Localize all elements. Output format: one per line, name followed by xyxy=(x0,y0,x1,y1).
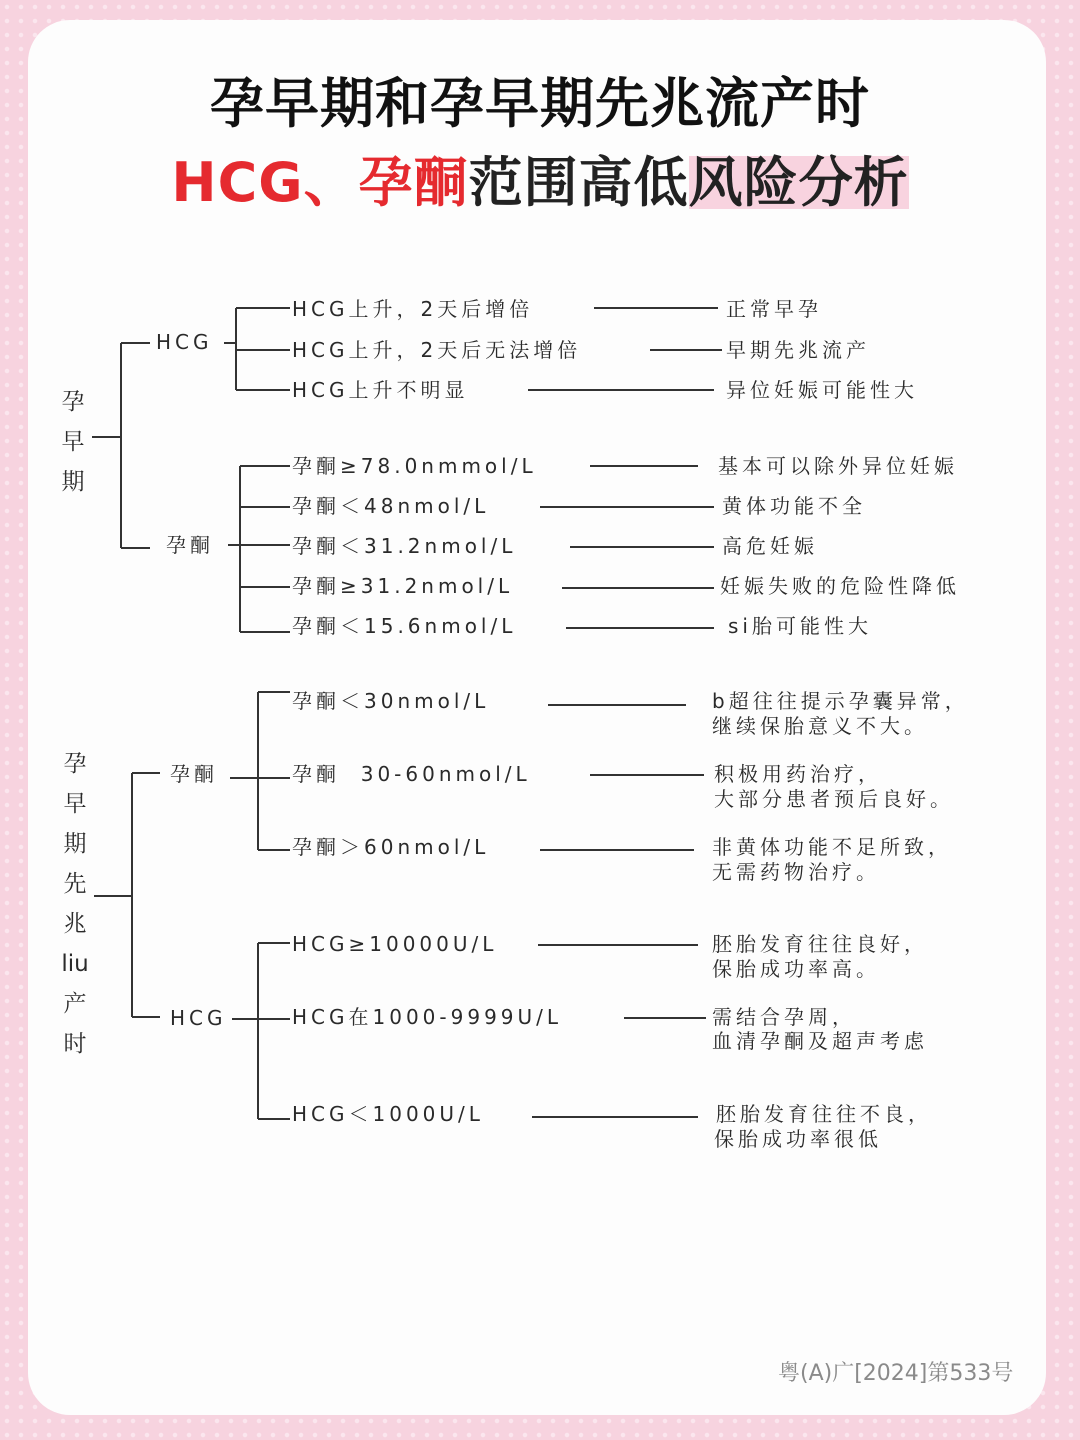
page-title: 孕早期和孕早期先兆流产时 xyxy=(210,72,870,135)
section2-root-char: 时 xyxy=(63,1031,87,1057)
section2-root-char: 早 xyxy=(63,791,87,817)
section2-root-label xyxy=(60,744,90,1064)
condition-text: 孕酮＜15.6nmol/L xyxy=(292,614,517,638)
result-text: 大部分患者预后良好。 xyxy=(714,787,954,811)
result-text: 异位妊娠可能性大 xyxy=(726,378,918,402)
condition-text: 孕酮≥31.2nmol/L xyxy=(292,574,514,598)
result-text: 无需药物治疗。 xyxy=(712,860,880,884)
section1-root-char: 早 xyxy=(61,429,85,455)
result-text: 胚胎发育往往良好， xyxy=(712,932,928,956)
condition-text: 孕酮＞60nmol/L xyxy=(292,835,490,859)
condition-text: HCG上升不明显 xyxy=(292,378,469,402)
condition-text: HCG＜1000U/L xyxy=(292,1102,484,1126)
section2-hcg-label: HCG xyxy=(170,1006,227,1030)
result-text: 需结合孕周， xyxy=(712,1005,856,1029)
section2-root-char: liu xyxy=(61,951,89,977)
condition-text: HCG≥10000U/L xyxy=(292,932,498,956)
section2-progesterone-label: 孕酮 xyxy=(170,762,218,786)
condition-text: 孕酮＜30nmol/L xyxy=(292,689,490,713)
result-text: si胎可能性大 xyxy=(728,614,872,638)
result-text: 继续保胎意义不大。 xyxy=(712,714,928,738)
result-text: 正常早孕 xyxy=(726,297,822,321)
result-text: 基本可以除外异位妊娠 xyxy=(718,454,958,478)
subtitle-red-part: HCG、孕酮 xyxy=(171,151,469,214)
section2-root-char: 兆 xyxy=(63,911,87,937)
condition-text: 孕酮 30-60nmol/L xyxy=(292,762,531,786)
section1-hcg-label: HCG xyxy=(156,330,213,354)
result-text: 黄体功能不全 xyxy=(722,494,866,518)
result-text: 高危妊娠 xyxy=(722,534,818,558)
subtitle-highlight-part: 风险分析 xyxy=(688,151,909,214)
section1-root-char: 期 xyxy=(61,469,85,495)
condition-text: 孕酮≥78.0nmmol/L xyxy=(292,454,537,478)
result-text: 非黄体功能不足所致， xyxy=(712,835,952,859)
condition-text: HCG在1000-9999U/L xyxy=(292,1005,563,1029)
section1-root-label xyxy=(58,382,88,502)
section2-root-char: 产 xyxy=(63,991,87,1017)
condition-text: HCG上升，2天后增倍 xyxy=(292,297,534,321)
condition-text: HCG上升，2天后无法增倍 xyxy=(292,338,582,362)
result-text: b超往往提示孕囊异常， xyxy=(712,689,969,713)
result-text: 积极用药治疗， xyxy=(714,762,882,786)
section2-root-char: 孕 xyxy=(63,751,87,777)
condition-text: 孕酮＜31.2nmol/L xyxy=(292,534,517,558)
result-text: 血清孕酮及超声考虑 xyxy=(712,1029,928,1053)
license-number: 粤(A)广[2024]第533号 xyxy=(778,1361,1014,1386)
section2-root-char: 先 xyxy=(63,871,87,897)
section1-root-char: 孕 xyxy=(61,389,85,415)
section1-progesterone-label: 孕酮 xyxy=(166,533,214,557)
result-text: 早期先兆流产 xyxy=(726,338,870,362)
result-text: 保胎成功率高。 xyxy=(712,957,880,981)
condition-text: 孕酮＜48nmol/L xyxy=(292,494,490,518)
result-text: 保胎成功率很低 xyxy=(714,1127,882,1151)
section2-root-char: 期 xyxy=(63,831,87,857)
subtitle-middle-part: 范围高低 xyxy=(468,151,689,214)
result-text: 胚胎发育往往不良， xyxy=(716,1102,932,1126)
result-text: 妊娠失败的危险性降低 xyxy=(720,574,960,598)
